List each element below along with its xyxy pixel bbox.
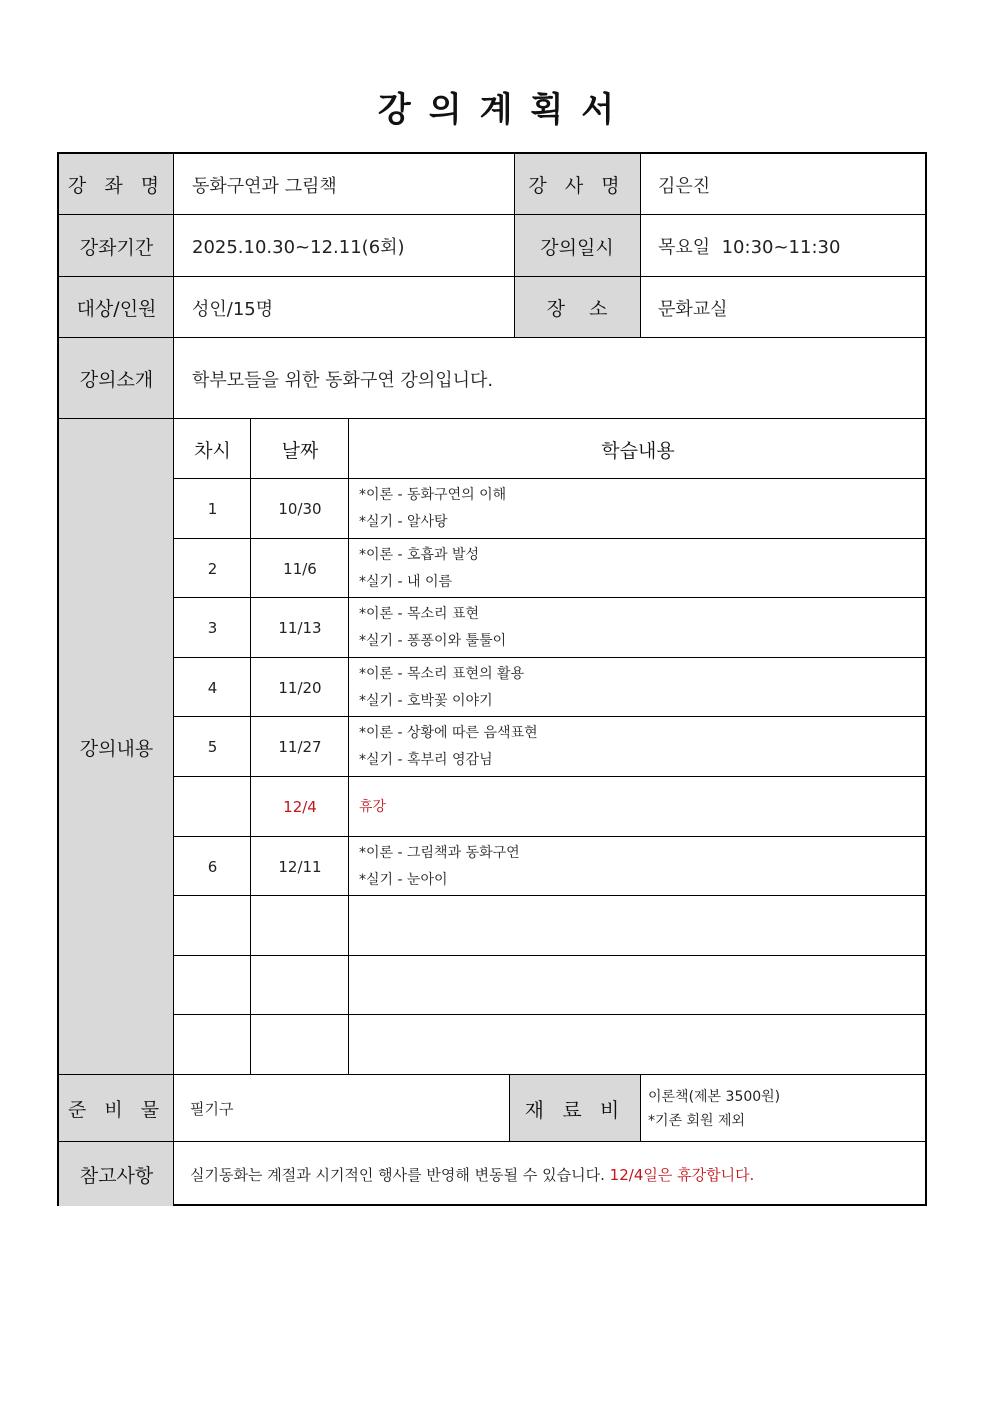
- lesson-theory: *이론 - 호흡과 발성: [359, 546, 480, 563]
- lesson-session: 1: [207, 500, 218, 518]
- grid-line: [509, 1074, 510, 1142]
- grid-line: [173, 955, 927, 956]
- fee-label: 재 료 비: [510, 1075, 640, 1142]
- prep-label: 준 비 물: [59, 1075, 174, 1142]
- lesson-theory: *이론 - 상황에 따른 음색표현: [359, 725, 538, 741]
- lesson-date: 11/20: [278, 678, 322, 697]
- lesson-session: 5: [207, 738, 218, 756]
- lesson-content: [349, 777, 927, 837]
- lesson-date: [251, 956, 349, 1015]
- lesson-theory: 휴강: [359, 798, 387, 815]
- grid-line: [59, 337, 927, 338]
- lesson-session: 6: [207, 857, 218, 876]
- schedule-label: 강의일시: [514, 215, 640, 277]
- grid-line: [173, 657, 927, 658]
- note-value: [174, 1142, 927, 1206]
- note-highlight: 12/4일은 휴강합니다.: [609, 1165, 755, 1184]
- course-name-label: 강 좌 명: [59, 154, 174, 215]
- grid-line: [173, 895, 927, 896]
- fee-line-1: 이론책(제본 3500원): [648, 1088, 781, 1105]
- grid-line: [640, 154, 641, 338]
- lesson-content: [349, 837, 927, 896]
- lesson-theory: *이론 - 동화구연의 이해: [359, 487, 507, 503]
- page-title: 강의계획서: [377, 90, 633, 130]
- lesson-date: 11/6: [283, 559, 317, 578]
- lesson-date: 12/11: [278, 857, 322, 876]
- lesson-content: [349, 1015, 927, 1075]
- lesson-content: [349, 896, 927, 956]
- lesson-content: [349, 598, 927, 658]
- target-label: 대상/인원: [59, 277, 174, 338]
- instructor-label: 강 사 명: [514, 154, 640, 215]
- grid-line: [59, 1141, 927, 1142]
- grid-line: [173, 836, 927, 837]
- lesson-practice: *실기 - 알사탕: [359, 514, 448, 530]
- lecture-plan-table: [57, 152, 927, 1206]
- lesson-practice: *실기 - 내 이름: [359, 573, 453, 590]
- column-content: 학습내용: [601, 439, 675, 462]
- lesson-session: [174, 777, 251, 837]
- lesson-practice: *실기 - 혹부리 영감님: [359, 752, 493, 768]
- lesson-theory: *이론 - 그림책과 동화구연: [359, 844, 520, 861]
- lesson-session: [174, 1015, 251, 1075]
- grid-line: [640, 1074, 641, 1142]
- lesson-content: [349, 539, 927, 598]
- lesson-theory: *이론 - 목소리 표현의 활용: [359, 665, 525, 682]
- grid-line: [173, 538, 927, 539]
- grid-line: [173, 716, 927, 717]
- target-value: 성인/15명: [192, 298, 274, 320]
- lesson-session: 4: [207, 678, 218, 697]
- lesson-date: 10/30: [278, 500, 322, 518]
- lesson-date: 12/4: [283, 798, 317, 816]
- lesson-practice: *실기 - 퐁퐁이와 툴툴이: [359, 633, 507, 649]
- lesson-practice: *실기 - 눈아이: [359, 871, 448, 888]
- grid-line: [173, 776, 927, 777]
- place-value: 문화교실: [658, 298, 728, 320]
- schedule-value: 목요일 10:30~11:30: [658, 237, 841, 258]
- note-text: 실기동화는 계절과 시기적인 행사를 반영해 변동될 수 있습니다.: [190, 1165, 605, 1184]
- grid-line: [173, 1014, 927, 1015]
- period-value: 2025.10.30~12.11(6회): [192, 237, 405, 258]
- prep-value: 필기구: [190, 1100, 234, 1118]
- column-session: 차시: [194, 439, 231, 462]
- lesson-session: 2: [207, 559, 218, 578]
- intro-value: 학부모들을 위한 동화구연 강의입니다.: [192, 369, 494, 391]
- lesson-session: [174, 896, 251, 956]
- grid-line: [59, 418, 927, 419]
- grid-line: [59, 276, 927, 277]
- place-label: 장 소: [514, 277, 640, 338]
- fee-line-2: *기존 회원 제외: [648, 1112, 746, 1129]
- instructor-value: 김은진: [658, 175, 711, 197]
- lesson-content: [349, 479, 927, 539]
- lesson-date: [251, 896, 349, 956]
- grid-line: [173, 478, 927, 479]
- lesson-practice: *실기 - 호박꽃 이야기: [359, 692, 493, 709]
- column-date: 날짜: [281, 439, 319, 462]
- lesson-content: [349, 956, 927, 1015]
- intro-label: 강의소개: [59, 338, 174, 419]
- grid-line: [514, 154, 515, 338]
- lesson-session: [174, 956, 251, 1015]
- lesson-content: [349, 717, 927, 777]
- lesson-theory: *이론 - 목소리 표현: [359, 606, 480, 622]
- course-name-value: 동화구연과 그림책: [192, 175, 337, 197]
- note-label: 참고사항: [59, 1142, 174, 1206]
- lesson-session: 3: [207, 619, 218, 637]
- lesson-date: [251, 1015, 349, 1075]
- grid-line: [173, 597, 927, 598]
- grid-line: [59, 214, 927, 215]
- lessons-label: 강의내용: [59, 419, 174, 1075]
- lesson-date: 11/13: [278, 619, 322, 637]
- lesson-content: [349, 658, 927, 717]
- period-label: 강좌기간: [59, 215, 174, 277]
- lesson-date: 11/27: [278, 738, 322, 756]
- fee-value: [640, 1075, 927, 1142]
